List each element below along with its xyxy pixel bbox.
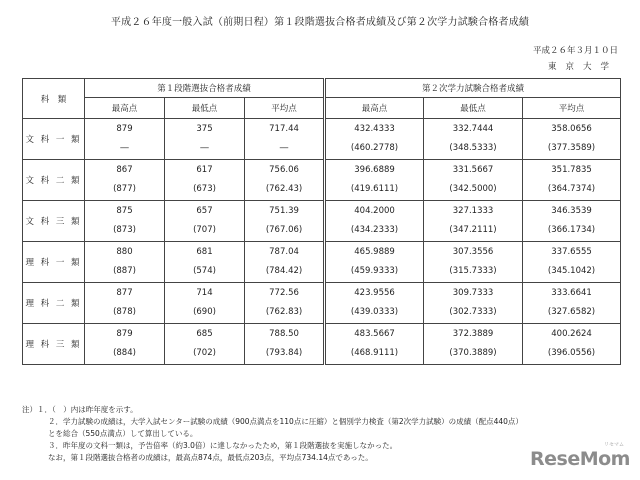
previous-year-value: ― [200, 143, 209, 153]
current-year-value: 346.3539 [551, 206, 592, 216]
previous-year-value: (439.0333) [350, 307, 399, 317]
note-line: 注）１．（ ）内は昨年度を示す。 [22, 405, 138, 414]
current-year-value: 657 [196, 206, 213, 216]
group1-header: 第１段階選抜合格者成績 [85, 79, 325, 98]
previous-year-value: (459.9333) [350, 266, 399, 276]
score-cell [424, 283, 523, 324]
previous-year-value: (878) [113, 307, 136, 317]
subject-header: 科 類 [23, 79, 85, 119]
previous-year-value: (690) [193, 307, 216, 317]
previous-year-value: (702) [193, 348, 216, 358]
previous-year-value: (347.2111) [449, 225, 497, 235]
score-cell [245, 242, 325, 283]
previous-year-value: (364.7374) [547, 184, 596, 194]
score-cell [523, 160, 621, 201]
score-cell [325, 242, 424, 283]
previous-year-value: (574) [193, 266, 216, 276]
previous-year-value: ― [120, 143, 129, 153]
score-cell [245, 201, 325, 242]
col-header-avg: 平均点 [245, 98, 325, 119]
previous-year-value: (784.42) [265, 266, 303, 276]
score-cell [523, 119, 621, 160]
score-cell [245, 283, 325, 324]
note-line: ２．学力試験の成績は，大学入試センター試験の成績（900点満点を110点に圧縮）と個別学力検査（第2次学力試験）の成績（配点440点） [48, 417, 523, 426]
score-cell [85, 242, 165, 283]
table-row [23, 201, 621, 242]
current-year-value: 358.0656 [551, 124, 592, 134]
current-year-value: 432.4333 [354, 124, 395, 134]
logo-text: ReseMom [530, 448, 630, 470]
previous-year-value: (762.43) [265, 184, 303, 194]
current-year-value: 351.7835 [551, 165, 592, 175]
score-cell [245, 324, 325, 365]
current-year-value: 714 [196, 288, 213, 298]
score-cell [424, 119, 523, 160]
score-cell [165, 242, 245, 283]
previous-year-value: (419.6111) [350, 184, 399, 194]
current-year-value: 772.56 [269, 288, 299, 298]
subject-cell: 文 科 二 類 [23, 160, 85, 201]
score-cell [325, 201, 424, 242]
previous-year-value: (315.7333) [449, 266, 497, 276]
note-line: ３．昨年度の文科一類は，予告倍率（約3.0倍）に達しなかったため，第１段階選抜を実施しなかった。 [48, 441, 398, 450]
current-year-value: 404.2000 [354, 206, 395, 216]
previous-year-value: (762.83) [265, 307, 303, 317]
previous-year-value: (348.5333) [449, 143, 497, 153]
score-cell [424, 242, 523, 283]
score-cell [325, 119, 424, 160]
previous-year-value: (887) [113, 266, 136, 276]
score-cell [85, 160, 165, 201]
current-year-value: 372.3889 [452, 329, 494, 339]
note-line: なお，第１段階選抜合格者の成績は，最高点874点，最低点203点，平均点734.14点であった。 [48, 453, 373, 462]
score-cell [165, 283, 245, 324]
table-row [23, 283, 621, 324]
col-header-avg: 平均点 [523, 98, 621, 119]
current-year-value: 879 [116, 329, 133, 339]
current-year-value: 880 [116, 247, 133, 257]
current-year-value: 717.44 [269, 124, 299, 134]
previous-year-value: (767.06) [265, 225, 303, 235]
score-cell [85, 119, 165, 160]
table-row [23, 119, 621, 160]
subject-cell: 文 科 一 類 [23, 119, 85, 160]
current-year-value: 788.50 [269, 329, 299, 339]
note-line: とを総合（550点満点）して算出している。 [48, 429, 198, 438]
notes [22, 404, 523, 464]
score-cell [165, 201, 245, 242]
previous-year-value: (396.0556) [547, 348, 596, 358]
current-year-value: 465.9889 [354, 247, 395, 257]
score-cell [325, 324, 424, 365]
current-year-value: 400.2624 [551, 329, 592, 339]
previous-year-value: (342.5000) [449, 184, 497, 194]
score-cell [85, 201, 165, 242]
subject-cell: 理 科 三 類 [23, 324, 85, 365]
score-cell [424, 201, 523, 242]
score-cell [523, 242, 621, 283]
previous-year-value: (707) [193, 225, 216, 235]
previous-year-value: (884) [113, 348, 136, 358]
current-year-value: 756.06 [269, 165, 299, 175]
col-header-min: 最低点 [424, 98, 523, 119]
document-title: 平成２６年度一般入試（前期日程）第１段階選抜合格者成績及び第２次学力試験合格者成績 [110, 17, 530, 28]
previous-year-value: (345.1042) [547, 266, 596, 276]
score-cell [523, 283, 621, 324]
previous-year-value: (793.84) [265, 348, 303, 358]
current-year-value: 875 [116, 206, 133, 216]
score-cell [325, 160, 424, 201]
current-year-value: 332.7444 [452, 124, 494, 134]
current-year-value: 396.6889 [354, 165, 395, 175]
score-cell [85, 324, 165, 365]
col-header-min: 最低点 [165, 98, 245, 119]
previous-year-value: (873) [113, 225, 136, 235]
subject-cell: 文 科 三 類 [23, 201, 85, 242]
table-row [23, 242, 621, 283]
previous-year-value: ― [279, 143, 289, 153]
scores-table [22, 78, 621, 365]
group2-header: 第２次学力試験合格者成績 [325, 79, 621, 98]
previous-year-value: (877) [113, 184, 136, 194]
col-header-max: 最高点 [325, 98, 424, 119]
current-year-value: 617 [196, 165, 213, 175]
current-year-value: 423.9556 [354, 288, 395, 298]
current-year-value: 867 [116, 165, 133, 175]
current-year-value: 309.7333 [452, 288, 494, 298]
current-year-value: 331.5667 [452, 165, 494, 175]
current-year-value: 787.04 [269, 247, 299, 257]
score-cell [165, 119, 245, 160]
current-year-value: 337.6555 [551, 247, 592, 257]
previous-year-value: (302.7333) [449, 307, 497, 317]
current-year-value: 375 [196, 124, 213, 134]
subject-cell: 理 科 一 類 [23, 242, 85, 283]
organization-name: 東京大学 [547, 62, 618, 72]
logo-subtext: リセマム [604, 442, 624, 448]
current-year-value: 483.5667 [354, 329, 395, 339]
current-year-value: 751.39 [269, 206, 299, 216]
current-year-value: 327.1333 [452, 206, 494, 216]
previous-year-value: (370.3889) [449, 348, 497, 358]
previous-year-value: (434.2333) [350, 225, 399, 235]
current-year-value: 685 [196, 329, 213, 339]
current-year-value: 333.6641 [551, 288, 592, 298]
previous-year-value: (460.2778) [350, 143, 399, 153]
current-year-value: 879 [116, 124, 133, 134]
resemom-logo [530, 442, 630, 472]
subject-cell: 理 科 二 類 [23, 283, 85, 324]
previous-year-value: (327.6582) [547, 307, 596, 317]
previous-year-value: (673) [193, 184, 216, 194]
previous-year-value: (377.3589) [547, 143, 596, 153]
score-cell [325, 283, 424, 324]
previous-year-value: (366.1734) [547, 225, 596, 235]
score-cell [165, 324, 245, 365]
table-row [23, 160, 621, 201]
current-year-value: 307.3556 [452, 247, 494, 257]
score-cell [85, 283, 165, 324]
score-cell [245, 160, 325, 201]
score-cell [165, 160, 245, 201]
score-cell [523, 324, 621, 365]
score-cell [523, 201, 621, 242]
score-cell [424, 160, 523, 201]
current-year-value: 681 [196, 247, 213, 257]
score-cell [424, 324, 523, 365]
score-cell [245, 119, 325, 160]
document-date: 平成２６年３月１０日 [532, 46, 618, 56]
table-row [23, 324, 621, 365]
previous-year-value: (468.9111) [350, 348, 399, 358]
col-header-max: 最高点 [85, 98, 165, 119]
current-year-value: 877 [116, 288, 133, 298]
